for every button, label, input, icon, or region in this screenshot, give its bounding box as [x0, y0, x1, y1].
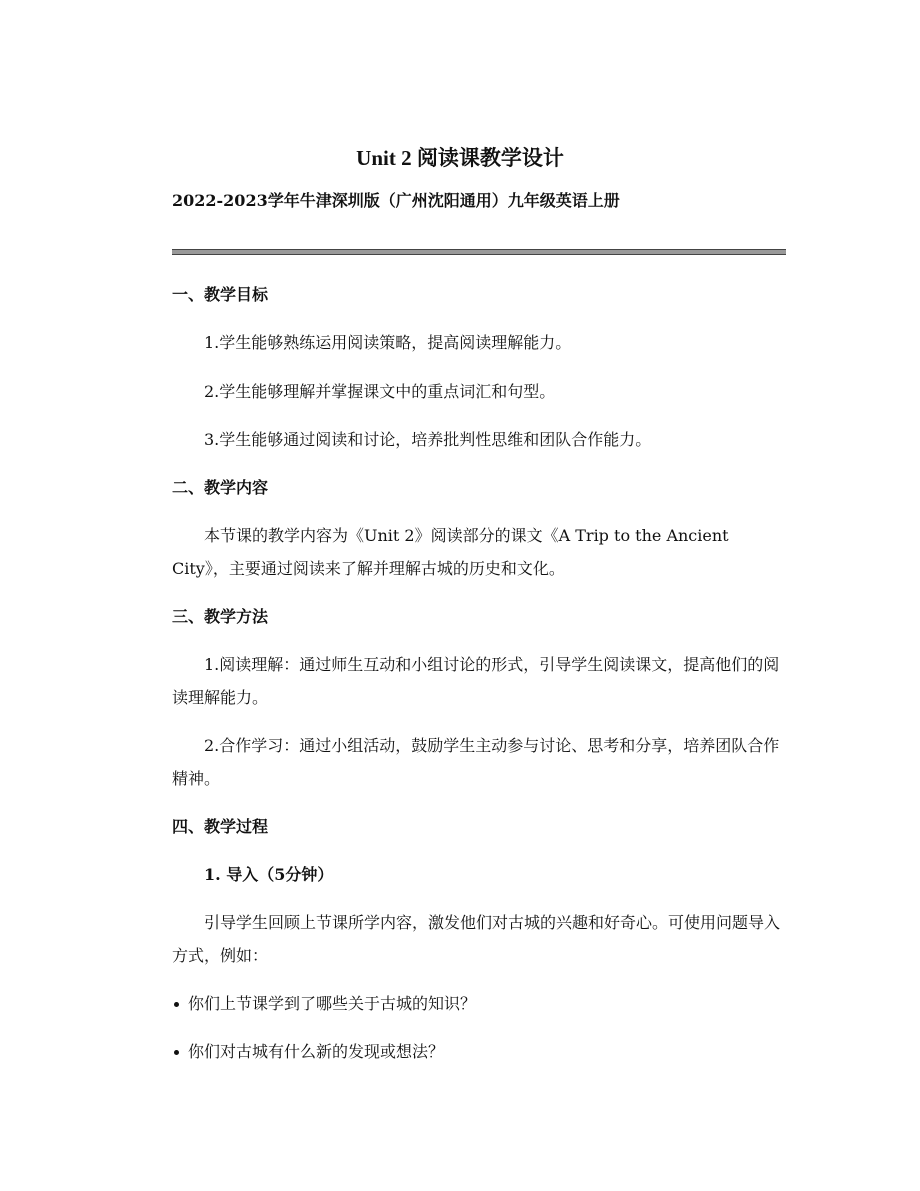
- bullet-icon: [174, 1002, 179, 1007]
- bullet-text: 你们上节课学到了哪些关于古城的知识？: [188, 994, 477, 1013]
- paragraph: 本节课的教学内容为《Unit 2》阅读部分的课文《A Trip to the Ancient City》，主要通过阅读来了解并理解古城的历史和文化。: [172, 526, 729, 578]
- bullet-item: [172, 1035, 786, 1068]
- bullet-item: [172, 987, 786, 1020]
- list-item: 2.学生能够理解并掌握课文中的重点词汇和句型。: [204, 382, 556, 401]
- document-subtitle: 2022-2023学年牛津深圳版（广州沈阳通用）九年级英语上册: [172, 191, 620, 210]
- section-heading: 四、教学过程: [172, 817, 269, 836]
- paragraph: 引导学生回顾上节课所学内容，激发他们对古城的兴趣和好奇心。可使用问题导入方式，例如：: [172, 913, 781, 965]
- list-item: 1.阅读理解：通过师生互动和小组讨论的形式，引导学生阅读课文，提高他们的阅读理解能力。: [172, 655, 780, 707]
- section-heading: 三、教学方法: [172, 607, 269, 626]
- document-title: Unit 2 阅读课教学设计: [356, 146, 564, 170]
- list-item: 2.合作学习：通过小组活动，鼓励学生主动参与讨论、思考和分享，培养团队合作精神。: [172, 736, 780, 788]
- bullet-icon: [174, 1050, 179, 1055]
- divider-rule: [172, 249, 786, 255]
- section-heading: 一、教学目标: [172, 285, 269, 304]
- list-item: 1.学生能够熟练运用阅读策略，提高阅读理解能力。: [204, 333, 572, 352]
- list-item: 3.学生能够通过阅读和讨论，培养批判性思维和团队合作能力。: [204, 430, 652, 449]
- section-heading: 二、教学内容: [172, 478, 269, 497]
- subsection-heading: 1. 导入（5分钟）: [204, 865, 334, 884]
- bullet-text: 你们对古城有什么新的发现或想法？: [188, 1042, 445, 1061]
